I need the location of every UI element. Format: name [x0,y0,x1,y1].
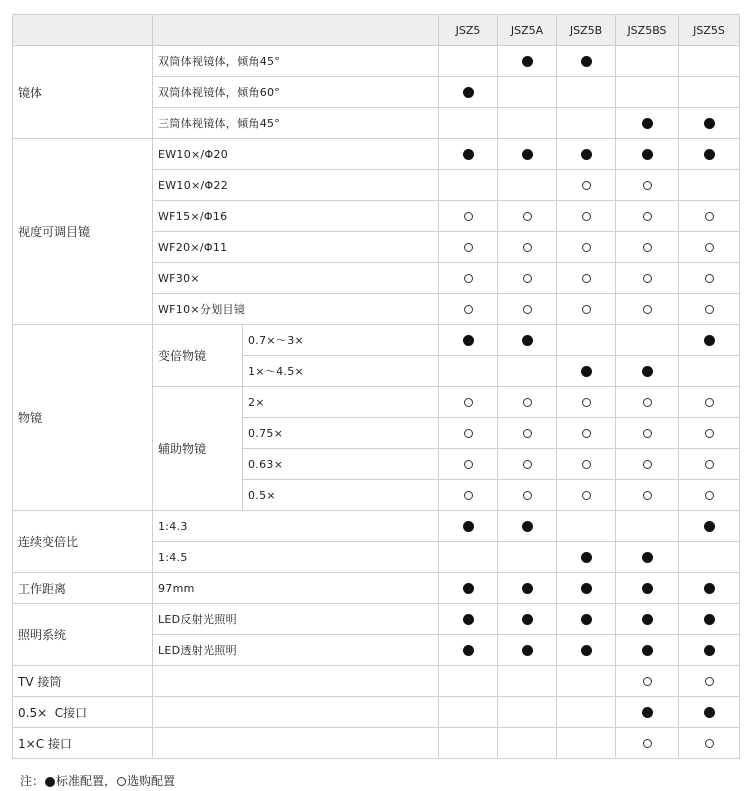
hollow-circle-icon [582,243,591,252]
group-label-c-mount: 0.5× C接口 [13,697,153,728]
mark-cell [616,697,679,728]
mark-cell [498,573,557,604]
mark-cell [439,108,498,139]
mark-cell [498,325,557,356]
hollow-circle-icon [705,460,714,469]
mark-cell [679,46,740,77]
mark-cell [557,170,616,201]
row-label: 2× [243,387,439,418]
row-label: 97mm [153,573,439,604]
mark-cell [498,263,557,294]
table-row [13,666,740,697]
mark-cell [498,418,557,449]
filled-circle-icon [642,118,653,129]
mark-cell [557,573,616,604]
mark-cell [616,387,679,418]
mark-cell [679,635,740,666]
filled-circle-icon [463,335,474,346]
mark-cell [498,635,557,666]
hollow-circle-icon [464,429,473,438]
filled-circle-icon [642,583,653,594]
mark-cell [498,46,557,77]
filled-circle-icon [704,521,715,532]
spec-table [12,14,740,759]
mark-cell [498,108,557,139]
mark-cell [439,449,498,480]
hollow-circle-icon [705,212,714,221]
hollow-circle-icon [705,491,714,500]
mark-cell [498,77,557,108]
mark-cell [557,294,616,325]
filled-circle-icon [581,552,592,563]
mark-cell [616,573,679,604]
mark-cell [439,232,498,263]
group-label-aux-objective: 辅助物镜 [153,387,243,511]
filled-circle-icon [642,149,653,160]
group-label-zoom-objective: 变倍物镜 [153,325,243,387]
mark-cell [557,356,616,387]
mark-cell [616,139,679,170]
mark-cell [616,449,679,480]
filled-circle-icon [581,149,592,160]
mark-cell [557,77,616,108]
mark-cell [439,480,498,511]
filled-circle-icon [642,645,653,656]
mark-cell [679,139,740,170]
hollow-circle-icon [582,274,591,283]
row-label: 0.75× [243,418,439,449]
mark-cell [557,511,616,542]
row-label [153,697,439,728]
row-label [153,666,439,697]
model-header: JSZ5 [439,15,498,46]
note-optional: 选购配置 [127,774,176,788]
hollow-circle-icon [117,777,126,786]
row-label: LED反射光照明 [153,604,439,635]
mark-cell [557,325,616,356]
mark-cell [616,728,679,759]
hollow-circle-icon [705,429,714,438]
table-row [13,139,740,170]
hollow-circle-icon [523,305,532,314]
hollow-circle-icon [643,677,652,686]
mark-cell [679,697,740,728]
mark-cell [439,604,498,635]
mark-cell [439,46,498,77]
model-header: JSZ5BS [616,15,679,46]
hollow-circle-icon [523,274,532,283]
mark-cell [679,573,740,604]
mark-cell [679,728,740,759]
hollow-circle-icon [643,274,652,283]
filled-circle-icon [522,149,533,160]
filled-circle-icon [581,56,592,67]
row-label: 0.7×～3× [243,325,439,356]
mark-cell [498,294,557,325]
mark-cell [557,542,616,573]
hollow-circle-icon [705,305,714,314]
filled-circle-icon [581,583,592,594]
filled-circle-icon [463,149,474,160]
filled-circle-icon [522,521,533,532]
mark-cell [557,418,616,449]
mark-cell [616,418,679,449]
filled-circle-icon [463,583,474,594]
group-label-eyepiece: 视度可调目镜 [13,139,153,325]
filled-circle-icon [581,645,592,656]
mark-cell [557,697,616,728]
hollow-circle-icon [582,429,591,438]
mark-cell [557,139,616,170]
filled-circle-icon [704,118,715,129]
mark-cell [616,542,679,573]
mark-cell [498,232,557,263]
model-header: JSZ5S [679,15,740,46]
note-prefix: 注： [20,774,45,788]
mark-cell [439,728,498,759]
mark-cell [439,139,498,170]
mark-cell [557,728,616,759]
mark-cell [498,170,557,201]
mark-cell [439,666,498,697]
mark-cell [439,418,498,449]
row-label: 1×～4.5× [243,356,439,387]
hollow-circle-icon [643,429,652,438]
hollow-circle-icon [464,398,473,407]
hollow-circle-icon [464,491,473,500]
hollow-circle-icon [523,243,532,252]
model-header: JSZ5A [498,15,557,46]
mark-cell [616,325,679,356]
row-label: 1:4.5 [153,542,439,573]
mark-cell [679,480,740,511]
note-standard: 标准配置， [56,774,117,788]
hollow-circle-icon [464,243,473,252]
mark-cell [679,666,740,697]
row-label: 1:4.3 [153,511,439,542]
header-blank-1 [13,15,153,46]
filled-circle-icon [522,583,533,594]
filled-circle-icon [581,366,592,377]
filled-circle-icon [704,149,715,160]
hollow-circle-icon [705,739,714,748]
table-row [13,728,740,759]
hollow-circle-icon [705,398,714,407]
filled-circle-icon [463,645,474,656]
header-row [13,15,740,46]
mark-cell [439,77,498,108]
hollow-circle-icon [643,181,652,190]
filled-circle-icon [522,335,533,346]
row-label: WF20×/Φ11 [153,232,439,263]
mark-cell [679,263,740,294]
mark-cell [498,666,557,697]
row-label: 三筒体视镜体，倾角45° [153,108,439,139]
hollow-circle-icon [643,460,652,469]
hollow-circle-icon [582,398,591,407]
mark-cell [557,232,616,263]
hollow-circle-icon [464,212,473,221]
filled-circle-icon [642,707,653,718]
table-row [13,325,740,356]
filled-circle-icon [581,614,592,625]
group-label-tv: TV 接筒 [13,666,153,697]
row-label: WF30× [153,263,439,294]
table-row [13,604,740,635]
mark-cell [498,201,557,232]
mark-cell [679,418,740,449]
mark-cell [616,511,679,542]
mark-cell [439,573,498,604]
mark-cell [616,294,679,325]
filled-circle-icon [704,614,715,625]
mark-cell [616,46,679,77]
mark-cell [679,232,740,263]
mark-cell [557,387,616,418]
row-label: LED透射光照明 [153,635,439,666]
mark-cell [439,201,498,232]
mark-cell [679,449,740,480]
hollow-circle-icon [582,491,591,500]
mark-cell [557,449,616,480]
mark-cell [616,201,679,232]
mark-cell [498,542,557,573]
mark-cell [616,480,679,511]
mark-cell [557,635,616,666]
row-label: EW10×/Φ20 [153,139,439,170]
mark-cell [679,108,740,139]
mark-cell [439,697,498,728]
hollow-circle-icon [523,491,532,500]
mark-cell [616,666,679,697]
row-label: 0.63× [243,449,439,480]
mark-cell [679,511,740,542]
filled-circle-icon [522,614,533,625]
legend-note [20,772,175,789]
hollow-circle-icon [464,460,473,469]
table-row [13,46,740,77]
table-row [13,511,740,542]
mark-cell [439,542,498,573]
hollow-circle-icon [643,243,652,252]
mark-cell [557,108,616,139]
hollow-circle-icon [705,274,714,283]
mark-cell [557,666,616,697]
mark-cell [498,139,557,170]
table-row [13,573,740,604]
row-label: 双筒体视镜体，倾角60° [153,77,439,108]
mark-cell [679,542,740,573]
hollow-circle-icon [643,491,652,500]
mark-cell [679,294,740,325]
mark-cell [679,201,740,232]
filled-circle-icon [45,777,55,787]
row-label: EW10×/Φ22 [153,170,439,201]
mark-cell [679,356,740,387]
hollow-circle-icon [643,739,652,748]
row-label: 0.5× [243,480,439,511]
group-label-body: 镜体 [13,46,153,139]
hollow-circle-icon [705,677,714,686]
mark-cell [498,480,557,511]
hollow-circle-icon [464,305,473,314]
mark-cell [616,108,679,139]
mark-cell [679,325,740,356]
hollow-circle-icon [523,429,532,438]
row-label: 双筒体视镜体，倾角45° [153,46,439,77]
filled-circle-icon [522,56,533,67]
mark-cell [679,170,740,201]
mark-cell [616,263,679,294]
mark-cell [439,294,498,325]
filled-circle-icon [463,614,474,625]
mark-cell [616,77,679,108]
mark-cell [557,263,616,294]
hollow-circle-icon [582,305,591,314]
row-label [153,728,439,759]
hollow-circle-icon [643,305,652,314]
filled-circle-icon [642,552,653,563]
filled-circle-icon [463,521,474,532]
mark-cell [679,77,740,108]
mark-cell [498,387,557,418]
mark-cell [557,604,616,635]
model-header: JSZ5B [557,15,616,46]
mark-cell [616,356,679,387]
mark-cell [616,604,679,635]
row-label: WF15×/Φ16 [153,201,439,232]
mark-cell [557,480,616,511]
group-label-illumination: 照明系统 [13,604,153,666]
mark-cell [616,635,679,666]
filled-circle-icon [463,87,474,98]
table-row [13,697,740,728]
hollow-circle-icon [464,274,473,283]
mark-cell [439,356,498,387]
hollow-circle-icon [582,212,591,221]
mark-cell [498,449,557,480]
filled-circle-icon [704,583,715,594]
mark-cell [498,728,557,759]
group-label-objective: 物镜 [13,325,153,511]
mark-cell [439,263,498,294]
mark-cell [498,511,557,542]
filled-circle-icon [522,645,533,656]
filled-circle-icon [704,645,715,656]
group-label-working-distance: 工作距离 [13,573,153,604]
mark-cell [439,511,498,542]
mark-cell [498,697,557,728]
mark-cell [616,170,679,201]
mark-cell [679,604,740,635]
hollow-circle-icon [523,398,532,407]
mark-cell [616,232,679,263]
mark-cell [679,387,740,418]
mark-cell [557,46,616,77]
mark-cell [439,170,498,201]
group-label-zoom-ratio: 连续变倍比 [13,511,153,573]
filled-circle-icon [704,335,715,346]
hollow-circle-icon [523,212,532,221]
filled-circle-icon [642,366,653,377]
hollow-circle-icon [643,398,652,407]
hollow-circle-icon [582,460,591,469]
row-label: WF10×分划目镜 [153,294,439,325]
hollow-circle-icon [643,212,652,221]
hollow-circle-icon [523,460,532,469]
hollow-circle-icon [582,181,591,190]
mark-cell [439,325,498,356]
mark-cell [498,604,557,635]
mark-cell [439,387,498,418]
filled-circle-icon [642,614,653,625]
header-blank-2 [153,15,439,46]
mark-cell [557,201,616,232]
mark-cell [439,635,498,666]
group-label-c-mount-1x: 1×C 接口 [13,728,153,759]
filled-circle-icon [704,707,715,718]
hollow-circle-icon [705,243,714,252]
mark-cell [498,356,557,387]
